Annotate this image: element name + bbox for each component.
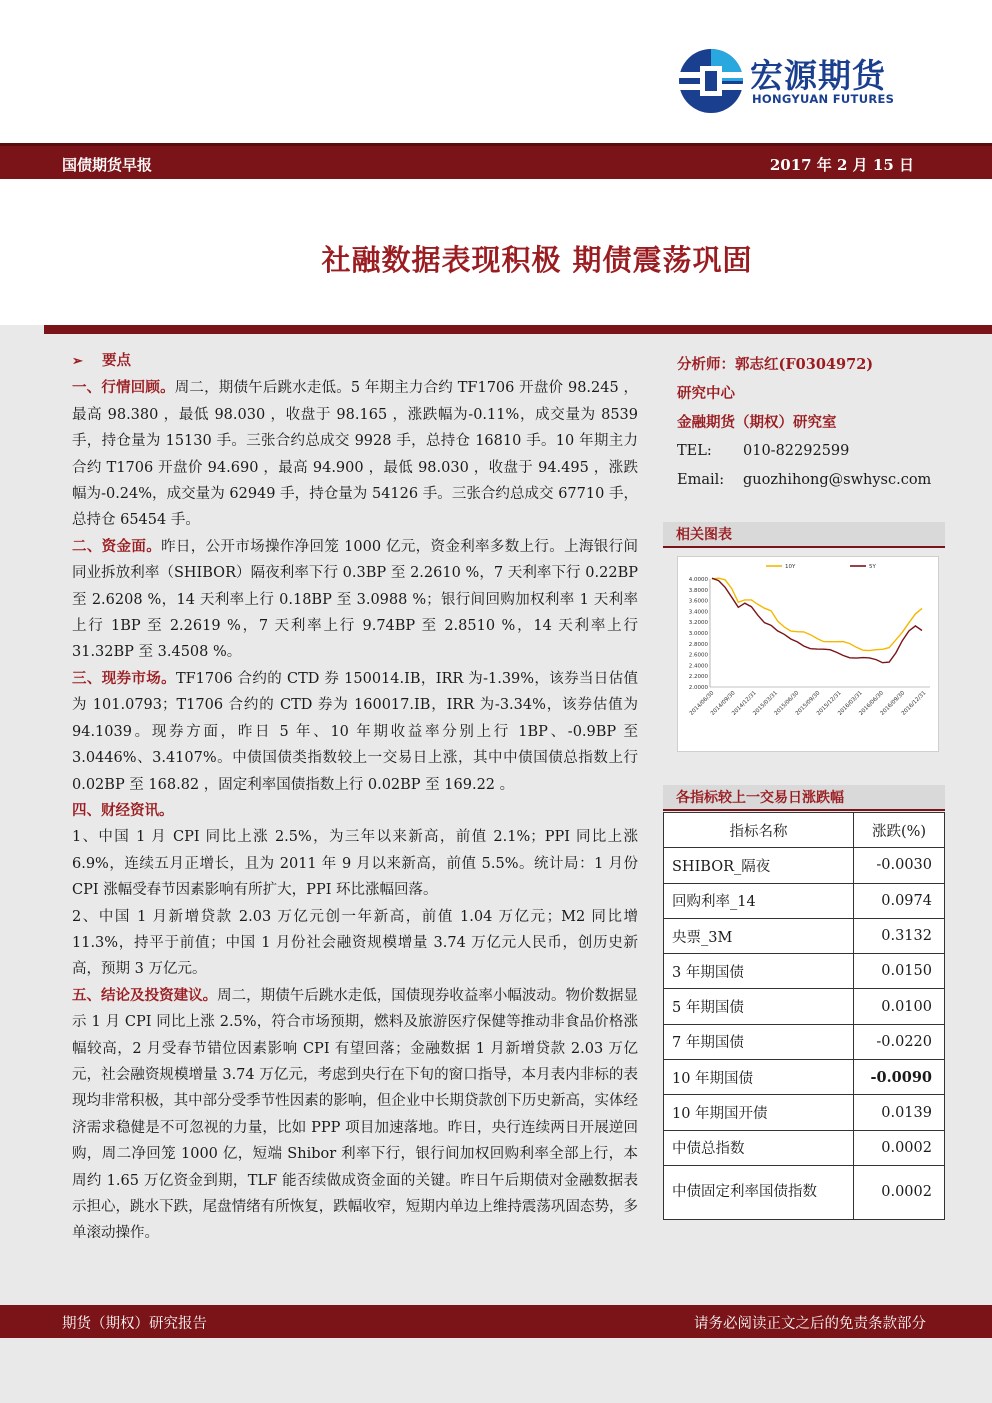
y-tick-label: 4.0000	[688, 577, 708, 583]
footer-left-text: 期货（期权）研究报告	[62, 1316, 207, 1332]
section-text: 昨日，公开市场操作净回笼 1000 亿元，资金利率多数上行。上海银行间同业拆放利率（SHIBOR）隔夜利率下行 0.3BP 至 2.2610 %，7 天利率下行 0.22BP 至 2.6208 %，14 天利率上行 0.18BP 至 3.0988 %；银行间回购加权利率 1 天利率上行 1BP 至 2.2619 %，7 天利率上行 9.74BP 至 2.8510 %，14 天利率上行 31.32BP 至 3.4508 %。	[72, 538, 638, 661]
y-tick-label: 2.4000	[688, 663, 708, 670]
legend-label: 10Y	[785, 564, 796, 570]
indicator-change: 0.0002	[854, 1130, 945, 1165]
x-tick-label: 2015/12/31	[815, 690, 843, 717]
news-item: 1、中国 1 月 CPI 同比上涨 2.5%，为三年以来新高，前值 2.1%；PPI 同比上涨 6.9%，连续五月正增长，且为 2011 年 9 月以来新高，前值 5.5%。统计局：1 月份 CPI 涨幅受春节因素影响有所扩大，PPI 环比涨幅回落。	[72, 829, 638, 899]
section-heading: 一、行情回顾。	[72, 379, 175, 397]
indicator-change: 0.0974	[854, 883, 945, 918]
table-row	[664, 1024, 945, 1059]
yield-chart-svg	[678, 557, 940, 753]
report-header-bar	[0, 143, 992, 179]
x-tick-label: 2015/06/30	[773, 690, 801, 717]
section-text: TF1706 合约的 CTD 券 150014.IB，IRR 为-1.39%，该券当日估值为 101.0793；T1706 合约的 CTD 券为 160017.IB，IRR 为-3.34%，该券估值为 94.1039。现券方面，昨日 5 年、10 年期收益率分别上行 1BP、-0.9BP 至 3.0446%、3.4107%。中债国债类指数较上一交易日上涨，其中中债国债总指数上行 0.02BP 至 168.82 ，固定利率国债指数上行 0.02BP 至 169.22 。	[72, 670, 638, 793]
x-tick-label: 2014/09/30	[709, 690, 737, 717]
table-row	[664, 1130, 945, 1165]
chart-section-title: 相关图表	[676, 527, 732, 543]
indicator-change: -0.0030	[854, 848, 945, 883]
section-heading: 三、现券市场。	[72, 669, 176, 687]
indicator-change: -0.0090	[854, 1060, 945, 1095]
section-funding	[72, 534, 638, 666]
main-column	[72, 348, 638, 1247]
title-divider	[44, 325, 992, 334]
x-tick-label: 2014/12/31	[731, 690, 758, 717]
indicator-name: 中债总指数	[664, 1130, 854, 1165]
indicator-name: SHIBOR_隔夜	[664, 848, 854, 883]
indicator-change: 0.0100	[854, 989, 945, 1024]
x-tick-label: 2015/03/31	[752, 690, 780, 717]
legend-label: 5Y	[869, 564, 876, 570]
table-row	[664, 848, 945, 883]
table-row	[664, 989, 945, 1024]
email-label: Email:	[677, 472, 725, 488]
section-heading: 二、资金面。	[72, 537, 162, 555]
x-tick-label: 2016/12/31	[900, 690, 928, 717]
sub-department: 金融期货（期权）研究室	[677, 414, 837, 431]
footer-disclaimer: 请务必阅读正文之后的免责条款部分	[694, 1316, 926, 1332]
section-heading: 四、财经资讯。	[72, 801, 174, 819]
email-row	[677, 466, 937, 495]
table-row	[664, 1095, 945, 1130]
report-footer	[0, 1305, 992, 1338]
indicator-change: -0.0220	[854, 1024, 945, 1059]
arrow-bullet-icon: ➢	[72, 354, 83, 369]
report-type: 国债期货早报	[62, 156, 153, 174]
analyst-name: 分析师：郭志红(F0304972)	[677, 356, 874, 373]
table-section-header	[663, 785, 945, 811]
report-date: 2017 年 2 月 15 日	[769, 156, 914, 174]
summary-heading: ➢ 要点	[72, 348, 638, 375]
indicator-name: 7 年期国债	[664, 1024, 854, 1059]
chart-section-header	[663, 522, 945, 548]
table-header-row	[664, 813, 945, 848]
section-text: 周二，期债午后跳水走低。5 年期主力合约 TF1706 开盘价 98.245 ，最高 98.380 ，最低 98.030 ，收盘于 98.165 ，涨跌幅为-0.11%，成交量为 8539 手，持仓量为 15130 手。三张合约总成交 9928 手，总持仓 16810 手。10 年期主力合约 T1706 开盘价 94.690 ，最高 94.900 ，最低 98.030 ，收盘于 94.495 ，涨跌幅为-0.24%，成交量为 62949 手，持仓量为 54126 手。三张合约总成交 67710 手，总持仓 65454 手。	[72, 380, 639, 529]
yield-chart	[677, 556, 939, 752]
logo-mark-icon	[676, 46, 746, 116]
indicator-name: 5 年期国债	[664, 989, 854, 1024]
phone-row	[677, 437, 937, 466]
analyst-info	[677, 350, 937, 495]
table-row	[664, 1060, 945, 1095]
x-tick-label: 2016/09/30	[879, 690, 907, 717]
logo-text-en: HONGYUAN FUTURES	[752, 92, 895, 106]
table-section-title: 各指标较上一交易日涨跌幅	[676, 790, 844, 806]
indicator-name: 10 年期国开债	[664, 1095, 854, 1130]
department: 研究中心	[677, 385, 735, 402]
section-market-review	[72, 375, 638, 533]
section-conclusion	[72, 983, 638, 1247]
table-header-cell: 指标名称	[664, 813, 854, 848]
indicator-name: 3 年期国债	[664, 954, 854, 989]
indicator-name: 中债固定利率国债指数	[664, 1165, 854, 1219]
y-tick-label: 2.6000	[688, 652, 708, 659]
y-tick-label: 3.6000	[688, 598, 708, 605]
section-spot-market	[72, 666, 638, 798]
company-logo	[676, 46, 926, 116]
phone-label: TEL:	[677, 443, 712, 459]
y-tick-label: 3.2000	[688, 620, 708, 627]
y-tick-label: 2.2000	[688, 674, 708, 681]
logo-text-cn: 宏源期货	[750, 56, 886, 95]
y-tick-label: 3.8000	[688, 587, 708, 594]
section-news	[72, 798, 638, 824]
y-tick-label: 3.0000	[688, 631, 708, 637]
y-tick-label: 2.8000	[688, 641, 708, 648]
email-address[interactable]: guozhihong@swhysc.com	[743, 472, 932, 488]
indicator-table	[663, 812, 945, 1220]
y-tick-label: 3.4000	[688, 609, 708, 616]
table-row	[664, 1165, 945, 1219]
series-line-10y	[712, 578, 922, 650]
indicator-name: 央票_3M	[664, 918, 854, 953]
x-tick-label: 2014/06/30	[688, 690, 716, 717]
phone-number: 010-82292599	[743, 443, 850, 459]
x-tick-label: 2016/03/31	[837, 690, 864, 717]
table-row	[664, 918, 945, 953]
news-item: 2、中国 1 月新增贷款 2.03 万亿元创一年新高，前值 1.04 万亿元；M2 同比增 11.3%，持平于前值；中国 1 月份社会融资规模增量 3.74 万亿元人民币，创历史新高，预期 3 万亿元。	[72, 908, 638, 978]
table-row	[664, 883, 945, 918]
section-heading: 五、结论及投资建议。	[72, 986, 218, 1004]
section-text: 周二，期债午后跳水走低，国债现券收益率小幅波动。物价数据显示 1 月 CPI 同比上涨 2.5%，符合市场预期，燃料及旅游医疗保健等推动非食品价格涨幅较高，2 月受春节错位因素影响 CPI 有望回落；金融数据 1 月新增贷款 2.03 万亿元，社会融资规模增量 3.74 万亿元，考虑到央行在下旬的窗口指导，本月表内非标的表现均非常积极，其中部分受季节性因素的影响，但企业中长期贷款创下历史新高，实体经济需求稳健是不可忽视的力量，比如 PPP 项目加速落地。昨日，央行连续两日开展逆回购，周二净回笼 1000 亿，短端 Shibor 利率下行，银行间加权回购利率全部上行，本周约 1.65 万亿资金到期，TLF 能否续做成资金面的关键。昨日午后期债对金融数据表示担心，跳水下跌，尾盘情绪有所恢复，跌幅收窄，短期内单边上维持震荡巩固态势，多单滚动操作。	[72, 987, 639, 1242]
indicator-name: 回购利率_14	[664, 883, 854, 918]
y-tick-label: 2.0000	[688, 685, 708, 691]
indicator-change: 0.0139	[854, 1095, 945, 1130]
table-row	[664, 954, 945, 989]
report-title: 社融数据表现积极 期债震荡巩固	[321, 243, 753, 277]
indicator-change: 0.3132	[854, 918, 945, 953]
x-tick-label: 2016/06/30	[858, 690, 886, 717]
x-tick-label: 2015/09/30	[794, 690, 822, 717]
indicator-change: 0.0150	[854, 954, 945, 989]
indicator-change: 0.0002	[854, 1165, 945, 1219]
table-header-cell: 涨跌(%)	[854, 813, 945, 848]
series-line-5y	[712, 578, 922, 663]
indicator-name: 10 年期国债	[664, 1060, 854, 1095]
